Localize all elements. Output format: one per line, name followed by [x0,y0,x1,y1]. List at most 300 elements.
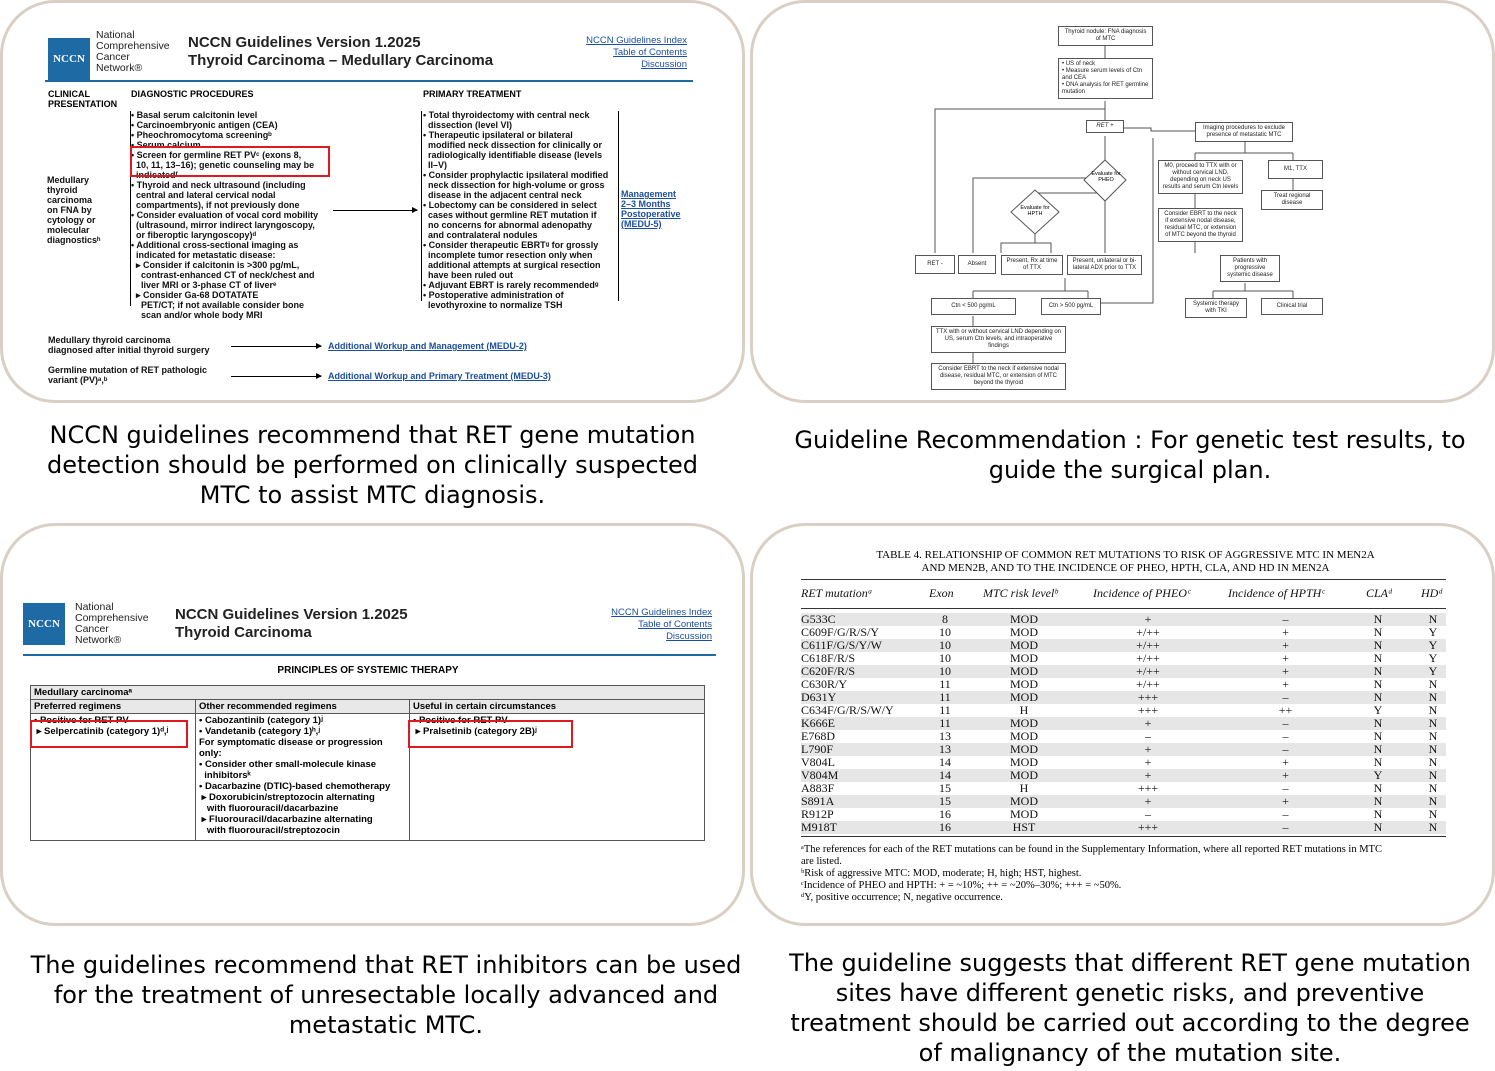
header-other: Other recommended regimens [196,700,410,714]
caption-panel1: NCCN guidelines recommend that RET gene mutation detection should be performed on clinically suspected MTC to assist MTC diagnosis. [46,421,699,509]
primary-line: cases without germline RET mutation if [423,210,597,220]
guideline-title: NCCN Guidelines Version 1.2025 Thyroid Carcinoma – Medullary Carcinoma [188,34,494,69]
table-cell: – [1282,807,1289,821]
primary-line: additional attempts at surgical resection [423,260,601,270]
diagnostic-line: • Basal serum calcitonin level [131,110,258,120]
table-cell: E768D [801,729,835,743]
table-cell: + [1282,677,1289,691]
table-cell: N [1373,729,1383,743]
caption-panel2: Guideline Recommendation : For genetic test results, to guide the surgical plan. [794,426,1466,484]
table-cell: Y [1428,651,1438,665]
node-tki: Systemic therapy with TKI [1185,298,1247,318]
table-cell: MOD [1009,612,1038,626]
management-link-line: Management [621,189,677,199]
panel-flowchart [750,0,1495,403]
diagnostic-line: • Serum calcium [131,140,201,150]
table-cell: + [1282,755,1289,769]
diagnostic-line: • Pheochromocytoma screeningᵇ [131,130,272,140]
primary-line: have been ruled out [423,270,514,280]
table-cell: HST [1012,820,1036,834]
row-label-line: Germline mutation of RET pathologic [48,365,208,375]
node-absent: Absent [958,255,996,274]
diagnostic-line: (ultrasound, mirror indirect laryngoscopy, [131,220,315,230]
table-cell: + [1144,794,1152,808]
table-cell: N [1428,742,1438,756]
table-cell: N [1373,755,1383,769]
useful-line: ▸ Pralsetinib (category 2B)ʲ [413,726,537,737]
management-link-line: 2–3 Months [621,199,671,209]
management-link[interactable] [621,189,681,229]
table4-body [801,613,1446,838]
guideline-title-2: NCCN Guidelines Version 1.2025 Thyroid Carcinoma [175,606,408,641]
node-fna: Thyroid nodule: FNA diagnosis of MTC [1058,26,1153,46]
table-cell: MOD [1009,716,1038,730]
header-rule [45,80,693,82]
org-line: National [75,601,114,613]
table-cell: N [1428,677,1438,691]
table-cell: N [1428,612,1438,626]
table-cell: + [1144,742,1152,756]
table-cell: N [1373,638,1383,652]
node-m1: M1, TTX [1268,160,1323,179]
table-cell: Y [1373,703,1383,717]
management-link-line: Postoperative [621,209,681,219]
node-ebrt-upper: Consider EBRT to the neck if extensive nodal disease, residual MTC, or extension of MTC beyond the thyroid [1158,208,1243,242]
link-medu-3[interactable]: Additional Workup and Primary Treatment (MEDU-3) [328,371,551,381]
table-cell: 11 [939,716,951,730]
nav-link[interactable]: NCCN Guidelines Index [586,35,687,46]
table-cell: +/++ [1136,625,1160,639]
nav-link[interactable]: Discussion [666,631,712,642]
primary-line: and contralateral nodules [423,230,538,240]
diagnostic-line: indicatedᶠ [131,170,178,180]
table-title: Medullary carcinomaᵃ [31,686,705,700]
table-cell: MOD [1009,677,1038,691]
primary-line: dissection (level VI) [423,120,513,130]
table-cell: A883F [801,781,835,795]
table-cell: +++ [1137,703,1159,717]
footnote-line: ᵃThe references for each of the RET mutations can be found in the Supplementary Information, where all reported RET mutations in MTC [801,844,1382,855]
node-present-rx: Present, Rx at time of TTX [1001,255,1063,275]
table-cell: 13 [939,729,951,743]
table-cell: C609F/G/R/S/Y [801,625,880,639]
col-header-diagnostic: DIAGNOSTIC PROCEDURES [131,89,254,99]
col-header-clinical: CLINICAL PRESENTATION [48,89,118,109]
diagnostic-line: or fiberoptic laryngoscopy)ᵈ [131,230,257,240]
node-clinical-trial: Clinical trial [1261,298,1323,315]
table4-title: TABLE 4. RELATIONSHIP OF COMMON RET MUTATIONS TO RISK OF AGGRESSIVE MTC IN MEN2A AND MEN2B, AND TO THE INCIDENCE OF PHEO, HPTH, CLA, AND HD IN MEN2A [876,549,1375,574]
nav-links[interactable] [586,35,687,71]
diagnostic-line: indicated for metastatic disease: [131,250,276,260]
table-cell: – [1282,820,1289,834]
table-row [801,743,1446,756]
rule-bottom [801,836,1446,837]
link-medu-2[interactable]: Additional Workup and Management (MEDU-2) [328,341,527,351]
org-line: Comprehensive [96,40,170,52]
table-cell: 10 [939,664,951,678]
diagnostic-procedures [131,110,318,320]
diagnostic-line: ▸ Consider Ga-68 DOTATATE [131,290,259,300]
other-line: • Vandetanib (category 1)ʰ,ʲ [199,726,321,737]
nccn-org-name-2 [75,602,149,646]
node-ebrt-lower: Consider EBRT to the neck if extensive nodal disease, residual MTC, or extension of MTC beyond the thyroid [931,363,1066,390]
org-line: National [96,29,135,41]
header-preferred: Preferred regimens [31,700,196,714]
clinical-line: molecular [47,225,90,235]
table-row [801,730,1446,743]
other-line: For symptomatic disease or progression [199,737,383,748]
table4-col-header: Incidence of PHEOᶜ [1093,586,1191,600]
table-cell: 10 [939,625,951,639]
org-line: Comprehensive [75,612,149,624]
table-cell: MOD [1009,794,1038,808]
node-imaging: Imaging procedures to exclude presence of metastatic MTC [1195,122,1293,142]
table-row [801,691,1446,704]
preferred-line: ▸ Selpercatinib (category 1)ᵈ,ʲ [34,726,169,737]
table-cell: 10 [939,651,951,665]
table-cell: MOD [1009,755,1038,769]
nccn-logo: NCCN [48,38,90,80]
table-cell: N [1428,703,1438,717]
diagnostic-line: 10, 11, 13–16); genetic counseling may be [131,160,315,170]
table-cell: + [1144,768,1152,782]
diagnostic-line: • Screen for germline RET PVᶜ (exons 8, [131,150,302,160]
nav-link[interactable]: Table of Contents [613,47,687,58]
table-cell: N [1373,807,1383,821]
table4-col-header: MTC risk levelᵇ [983,586,1058,600]
org-line: Network® [75,634,122,646]
table-cell: MOD [1009,742,1038,756]
table4-col-header: Exon [929,586,954,600]
table-cell: N [1373,677,1383,691]
table-cell: MOD [1009,768,1038,782]
table-cell: N [1373,664,1383,678]
other-line: • Consider other small-molecule kinase [199,759,377,770]
table-cell: C630R/Y [801,677,848,691]
caption-panel4: The guideline suggests that different RET gene mutation sites have different genetic risks, and preventive treatment should be carried out according to the degree of malignancy of the mutation site. [789,949,1471,1067]
table-cell: +/++ [1136,677,1160,691]
clinical-line: diagnosticsʰ [47,235,101,245]
table-cell: N [1373,820,1383,834]
arrow-to-primary [333,210,417,211]
table-row [801,678,1446,691]
arrow-row2 [231,376,321,377]
footnote-line: ᵇRisk of aggressive MTC: MOD, moderate; H, high; HST, highest. [801,868,1082,879]
nav-link[interactable]: Table of Contents [638,619,712,630]
table-cell: N [1428,755,1438,769]
row-germline-label [48,365,207,385]
table-cell: + [1144,755,1152,769]
bracket-line-3 [618,111,619,301]
primary-line: • Total thyroidectomy with central neck [423,110,590,120]
node-ttx: TTX with or without cervical LND depending on US, serum Ctn levels, and intraoperative findings [931,326,1066,353]
table-cell: N [1373,612,1383,626]
clinical-line: cytology or [47,215,96,225]
table-cell: 11 [939,690,951,704]
other-line: ▸ Fluorouracil/dacarbazine alternating [199,814,373,825]
org-line: Cancer [96,51,130,63]
table-cell: N [1373,716,1383,730]
table-row [801,639,1446,652]
table4-col-header: CLAᵈ [1366,586,1392,600]
table-cell: N [1373,781,1383,795]
node-treat-regional: Treat regional disease [1261,190,1323,210]
highlight-ret-screen [130,146,330,177]
table-cell: 11 [939,703,951,717]
diagnostic-line: • Consider evaluation of vocal cord mobility [131,210,319,220]
table-cell: +/++ [1136,651,1160,665]
useful-line: • Positive for RET PV [413,715,508,726]
diagnostic-line: scan and/or whole body MRI [131,310,263,320]
node-ret-pos: RET + [1086,120,1124,133]
table-cell: – [1145,729,1151,743]
table-cell: V804M [801,768,839,782]
table-cell: Y [1428,638,1438,652]
table-cell: – [1145,807,1151,821]
table-cell: 16 [939,820,951,834]
table4-col-header: HDᵈ [1421,586,1443,600]
footnote-line: ᵈY, positive occurrence; N, negative occurrence. [801,892,1003,903]
highlight-selpercatinib [30,720,188,748]
node-workup: • US of neck • Measure serum levels of Ctn and CEA • DNA analysis for RET germline mutation [1058,58,1153,99]
table-cell: 16 [939,807,951,821]
section-title: PRINCIPLES OF SYSTEMIC THERAPY [277,665,459,676]
table-cell: MOD [1009,690,1038,704]
table-cell: MOD [1009,625,1038,639]
table-row [801,717,1446,730]
table-cell: Y [1373,768,1383,782]
table-cell: – [1282,690,1289,704]
table-cell: 15 [939,794,951,808]
nav-links-2[interactable] [611,607,712,643]
other-line: with fluorouracil/streptozocin [199,825,340,836]
table-cell: + [1282,625,1289,639]
nav-link[interactable]: Discussion [641,59,687,70]
footnote-line: ᶜIncidence of PHEO and HPTH: + = ~10%; ++ = ~20%–30%; +++ = ~50%. [801,880,1122,891]
panel-systemic-therapy [0,523,745,926]
primary-line: • Lobectomy can be considered in select [423,200,597,210]
table-cell: 10 [939,638,951,652]
bracket-line-2 [421,111,422,301]
table-cell: L790F [801,742,834,756]
node-ctn-high: Ctn > 500 pg/mL [1041,298,1101,315]
table-row [801,665,1446,678]
table-cell: R912P [801,807,834,821]
table-cell: MOD [1009,638,1038,652]
table-cell: + [1282,794,1289,808]
table-cell: N [1428,820,1438,834]
table-cell: S891A [801,794,835,808]
table-cell: C618F/R/S [801,651,856,665]
caption-panel3: The guidelines recommend that RET inhibitors can be used for the treatment of unresectable locally advanced and metastatic MTC. [30,951,742,1039]
table-cell: K666E [801,716,835,730]
row-label-line: variant (PV)ᵃ,ᵇ [48,375,108,385]
node-eval-hpth: Evaluate for HPTH [1020,205,1050,217]
table-cell: – [1282,742,1289,756]
other-line: only: [199,748,222,759]
table-cell: G533C [801,612,836,626]
table-cell: – [1282,781,1289,795]
header-rule-2 [23,654,716,656]
primary-line: radiologically identifiable disease (levels [423,150,603,160]
table-row [801,782,1446,795]
primary-line: neck dissection for high-volume or gross [423,180,605,190]
table-row [801,704,1446,717]
primary-line: II–V) [423,160,448,170]
table-cell: +/++ [1136,664,1160,678]
table-row [801,795,1446,808]
table-cell: + [1282,638,1289,652]
other-line: inhibitorsᵏ [199,770,251,781]
diagnostic-line: PET/CT; if not available consider bone [131,300,305,310]
table-cell: 14 [939,768,951,782]
table-cell: Y [1428,664,1438,678]
org-line: Cancer [75,623,109,635]
clinical-line: on FNA by [47,205,92,215]
management-link-line: (MEDU-5) [621,219,662,229]
clinical-line: thyroid [47,185,78,195]
table-cell: H [1019,781,1029,795]
table-cell: N [1428,716,1438,730]
table-row [801,756,1446,769]
systemic-therapy-table [30,685,705,841]
table-cell: Y [1428,625,1438,639]
table-cell: N [1428,690,1438,704]
table-cell: MOD [1009,807,1038,821]
table-cell: 8 [942,612,948,626]
clinical-line: Medullary [47,175,90,185]
table-row [801,613,1446,626]
primary-treatment [423,110,608,310]
diagnostic-line: • Carcinoembryonic antigen (CEA) [131,120,278,130]
table-cell: MOD [1009,664,1038,678]
table-cell: N [1428,781,1438,795]
table-cell: 11 [939,677,951,691]
table-cell: – [1282,612,1289,626]
table-cell: 15 [939,781,951,795]
nav-link[interactable]: NCCN Guidelines Index [611,607,712,618]
table-cell: N [1373,625,1383,639]
arrow-row1 [231,346,321,347]
table-cell: M918T [801,820,837,834]
primary-line: incomplete tumor resection only when [423,250,593,260]
table-cell: +++ [1137,781,1159,795]
other-line: with fluorouracil/dacarbazine [199,803,339,814]
table-row [801,626,1446,639]
table-row [801,652,1446,665]
table-cell: + [1282,768,1289,782]
row-after-surgery-label [48,335,210,355]
preferred-line: • Positive for RET PV [34,715,129,726]
table-cell: H [1019,703,1029,717]
diagnostic-line: • Thyroid and neck ultrasound (including [131,180,306,190]
table-cell: N [1428,807,1438,821]
primary-line: • Therapeutic ipsilateral or bilateral [423,130,573,140]
primary-line: • Adjuvant EBRT is rarely recommendedᵍ [423,280,599,290]
table-cell: N [1428,768,1438,782]
primary-line: disease in the adjacent central neck [423,190,582,200]
node-present-adx: Present, unilateral or bi-lateral ADX prior to TTX [1067,255,1142,275]
table-cell: + [1144,612,1152,626]
rule-top [801,579,1446,580]
node-m0: M0, proceed to TTX with or without cervical LND, depending on neck US results and serum Ctn levels [1158,160,1243,194]
table-cell: +/++ [1136,638,1160,652]
rule-mid [801,608,1446,609]
table-cell: +++ [1137,690,1159,704]
table-cell: N [1373,742,1383,756]
node-progressive: Patients with progressive systemic disease [1220,255,1280,282]
diagnostic-line: contrast-enhanced CT of neck/chest and [131,270,315,280]
table-cell: +++ [1137,820,1159,834]
node-ret-neg: RET - [915,255,955,274]
header-useful: Useful in certain circumstances [410,700,705,714]
nccn-logo-2: NCCN [23,603,65,645]
nccn-org-name [96,30,170,74]
table-cell: V804L [801,755,835,769]
panel-nccn-diagnosis [0,0,745,403]
primary-line: • Consider prophylactic ipsilateral modified [423,170,609,180]
cell-other [196,714,410,841]
table-row [801,821,1446,834]
primary-line: levothyroxine to normalize TSH [423,300,563,310]
row-label-line: Medullary thyroid carcinoma [48,335,171,345]
table-cell: N [1428,729,1438,743]
diagnostic-line: • Additional cross-sectional imaging as [131,240,299,250]
table-cell: 13 [939,742,951,756]
table-cell: MOD [1009,651,1038,665]
node-ctn-low: Ctn < 500 pg/mL [931,298,1016,315]
diagnostic-line: compartments), if not previously done [131,200,300,210]
table-cell: – [1282,716,1289,730]
table-cell: N [1373,690,1383,704]
table-row [801,808,1446,821]
table-cell: N [1373,651,1383,665]
diagnostic-line: central and lateral cervical nodal [131,190,276,200]
row-label-line: diagnosed after initial thyroid surgery [48,345,210,355]
table4-footnotes [801,844,1451,904]
table-cell: N [1373,794,1383,808]
org-line: Network® [96,62,143,74]
table-cell: + [1144,716,1152,730]
table-row [801,769,1446,782]
primary-line: modified neck dissection for clinically or [423,140,603,150]
table-cell: – [1282,729,1289,743]
table-cell: 14 [939,755,951,769]
table-cell: D631Y [801,690,837,704]
other-line: • Cabozantinib (category 1)ʲ [199,715,323,726]
diagnostic-line: liver MRI or 3-phase CT of liverᵉ [131,280,277,290]
table4-header [801,586,1446,602]
clinical-presentation [47,175,100,245]
table-cell: + [1282,664,1289,678]
table-cell: MOD [1009,729,1038,743]
table4-col-header: RET mutationᵃ [801,586,873,600]
diagnostic-line: ▸ Consider if calcitonin is >300 pg/mL, [131,260,300,270]
primary-line: no concerns for abnormal adenopathy [423,220,593,230]
table4-col-header: Incidence of HPTHᶜ [1228,586,1325,600]
table-cell: + [1282,651,1289,665]
table-cell: C634F/G/R/S/W/Y [801,703,894,717]
table-cell: C620F/R/S [801,664,856,678]
primary-line: • Consider therapeutic EBRTᵍ for grossly [423,240,599,250]
other-line: • Dacarbazine (DTIC)-based chemotherapy [199,781,391,792]
footnote-line: are listed. [801,856,842,867]
table-cell: ++ [1278,703,1293,717]
other-line: ▸ Doxorubicin/streptozocin alternating [199,792,375,803]
node-eval-pheo: Evaluate for PHEO [1091,171,1121,183]
highlight-pralsetinib [408,720,573,748]
primary-line: • Postoperative administration of [423,290,564,300]
